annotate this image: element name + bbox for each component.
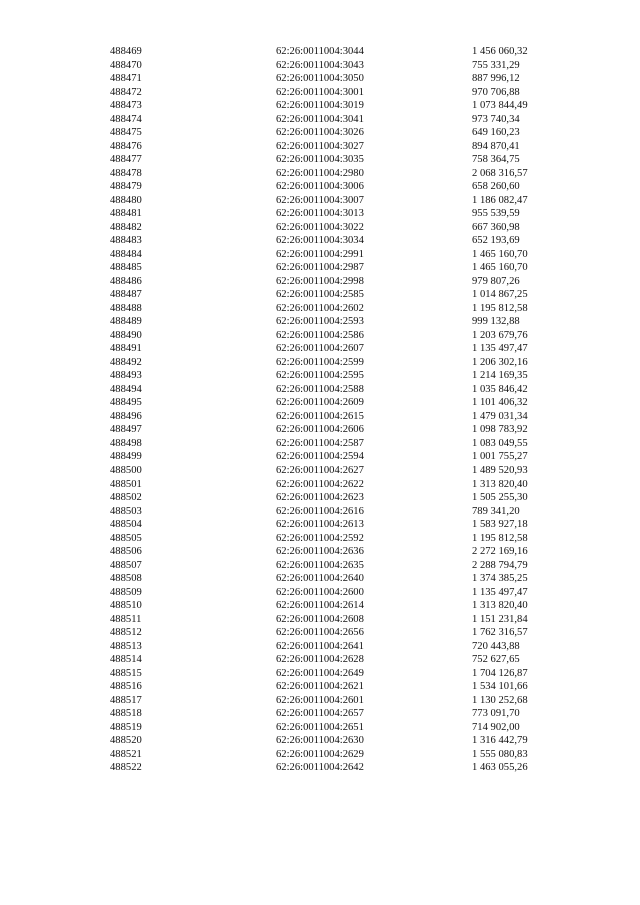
table-row <box>0 261 640 275</box>
cadastral-value: 1 083 049,55 <box>472 437 528 449</box>
table-row <box>0 86 640 100</box>
cadastral-number: 62:26:0011004:2588 <box>276 383 364 395</box>
table-row <box>0 59 640 73</box>
cadastral-value: 1 762 316,57 <box>472 627 528 639</box>
row-number: 488509 <box>110 586 142 598</box>
cadastral-number: 62:26:0011004:2642 <box>276 762 364 774</box>
cadastral-value: 649 160,23 <box>472 127 520 139</box>
cadastral-value: 1 465 160,70 <box>472 248 528 260</box>
row-number: 488481 <box>110 208 142 220</box>
row-number: 488482 <box>110 221 142 233</box>
cadastral-value: 667 360,98 <box>472 221 520 233</box>
table-row <box>0 761 640 775</box>
cadastral-value: 789 341,20 <box>472 505 520 517</box>
table-row <box>0 748 640 762</box>
cadastral-value: 1 001 755,27 <box>472 451 528 463</box>
cadastral-number: 62:26:0011004:2593 <box>276 316 364 328</box>
table-row <box>0 423 640 437</box>
cadastral-value: 2 288 794,79 <box>472 559 528 571</box>
cadastral-number: 62:26:0011004:2651 <box>276 721 364 733</box>
row-number: 488478 <box>110 167 142 179</box>
table-row <box>0 532 640 546</box>
table-row <box>0 599 640 613</box>
cadastral-number: 62:26:0011004:3026 <box>276 127 364 139</box>
cadastral-value: 1 479 031,34 <box>472 410 528 422</box>
table-row <box>0 113 640 127</box>
cadastral-value: 1 316 442,79 <box>472 735 528 747</box>
cadastral-value: 714 902,00 <box>472 721 520 733</box>
row-number: 488489 <box>110 316 142 328</box>
cadastral-number: 62:26:0011004:3007 <box>276 194 364 206</box>
cadastral-number: 62:26:0011004:2635 <box>276 559 364 571</box>
row-number: 488512 <box>110 627 142 639</box>
row-number: 488504 <box>110 519 142 531</box>
row-number: 488522 <box>110 762 142 774</box>
cadastral-value: 758 364,75 <box>472 154 520 166</box>
cadastral-number: 62:26:0011004:3027 <box>276 140 364 152</box>
cadastral-value: 720 443,88 <box>472 640 520 652</box>
row-number: 488493 <box>110 370 142 382</box>
cadastral-number: 62:26:0011004:2628 <box>276 654 364 666</box>
cadastral-number: 62:26:0011004:2601 <box>276 694 364 706</box>
row-number: 488505 <box>110 532 142 544</box>
table-row <box>0 329 640 343</box>
cadastral-number: 62:26:0011004:2608 <box>276 613 364 625</box>
table-row <box>0 545 640 559</box>
cadastral-number: 62:26:0011004:2640 <box>276 573 364 585</box>
cadastral-number: 62:26:0011004:2602 <box>276 302 364 314</box>
table-row <box>0 640 640 654</box>
table-row <box>0 626 640 640</box>
cadastral-value: 1 073 844,49 <box>472 100 528 112</box>
table-row <box>0 437 640 451</box>
table-row <box>0 613 640 627</box>
cadastral-number: 62:26:0011004:2627 <box>276 464 364 476</box>
cadastral-value: 970 706,88 <box>472 86 520 98</box>
table-row <box>0 45 640 59</box>
cadastral-number: 62:26:0011004:2615 <box>276 410 364 422</box>
row-number: 488479 <box>110 181 142 193</box>
cadastral-number: 62:26:0011004:3022 <box>276 221 364 233</box>
table-row <box>0 505 640 519</box>
cadastral-value: 1 151 231,84 <box>472 613 528 625</box>
cadastral-value: 773 091,70 <box>472 708 520 720</box>
cadastral-number: 62:26:0011004:2622 <box>276 478 364 490</box>
table-row <box>0 396 640 410</box>
table-row <box>0 653 640 667</box>
cadastral-value: 1 313 820,40 <box>472 478 528 490</box>
table-row <box>0 342 640 356</box>
row-number: 488474 <box>110 113 142 125</box>
cadastral-value: 1 214 169,35 <box>472 370 528 382</box>
table-row <box>0 167 640 181</box>
cadastral-number: 62:26:0011004:3001 <box>276 86 364 98</box>
cadastral-number: 62:26:0011004:2987 <box>276 262 364 274</box>
cadastral-number: 62:26:0011004:2609 <box>276 397 364 409</box>
row-number: 488497 <box>110 424 142 436</box>
row-number: 488488 <box>110 302 142 314</box>
row-number: 488492 <box>110 356 142 368</box>
table-row <box>0 410 640 424</box>
cadastral-number: 62:26:0011004:2616 <box>276 505 364 517</box>
row-number: 488480 <box>110 194 142 206</box>
row-number: 488491 <box>110 343 142 355</box>
cadastral-value: 1 489 520,93 <box>472 464 528 476</box>
cadastral-value: 1 195 812,58 <box>472 532 528 544</box>
row-number: 488518 <box>110 708 142 720</box>
cadastral-number: 62:26:0011004:2599 <box>276 356 364 368</box>
cadastral-value: 752 627,65 <box>472 654 520 666</box>
cadastral-number: 62:26:0011004:3041 <box>276 113 364 125</box>
cadastral-value-table <box>0 45 640 775</box>
cadastral-value: 955 539,59 <box>472 208 520 220</box>
table-row <box>0 302 640 316</box>
table-row <box>0 721 640 735</box>
row-number: 488507 <box>110 559 142 571</box>
row-number: 488499 <box>110 451 142 463</box>
cadastral-value: 1 035 846,42 <box>472 383 528 395</box>
table-row <box>0 207 640 221</box>
cadastral-value: 1 555 080,83 <box>472 748 528 760</box>
row-number: 488514 <box>110 654 142 666</box>
cadastral-number: 62:26:0011004:2656 <box>276 627 364 639</box>
row-number: 488520 <box>110 735 142 747</box>
row-number: 488473 <box>110 100 142 112</box>
table-row <box>0 126 640 140</box>
cadastral-value: 973 740,34 <box>472 113 520 125</box>
row-number: 488510 <box>110 600 142 612</box>
cadastral-number: 62:26:0011004:2636 <box>276 546 364 558</box>
cadastral-value: 1 704 126,87 <box>472 667 528 679</box>
table-row <box>0 734 640 748</box>
row-number: 488477 <box>110 154 142 166</box>
row-number: 488486 <box>110 275 142 287</box>
cadastral-number: 62:26:0011004:3043 <box>276 59 364 71</box>
row-number: 488490 <box>110 329 142 341</box>
cadastral-value: 1 534 101,66 <box>472 681 528 693</box>
row-number: 488471 <box>110 73 142 85</box>
table-row <box>0 450 640 464</box>
table-row <box>0 680 640 694</box>
row-number: 488502 <box>110 492 142 504</box>
cadastral-value: 1 505 255,30 <box>472 492 528 504</box>
cadastral-value: 1 313 820,40 <box>472 600 528 612</box>
cadastral-value: 1 203 679,76 <box>472 329 528 341</box>
table-row <box>0 559 640 573</box>
cadastral-number: 62:26:0011004:2606 <box>276 424 364 436</box>
cadastral-number: 62:26:0011004:2641 <box>276 640 364 652</box>
cadastral-value: 1 014 867,25 <box>472 289 528 301</box>
cadastral-value: 1 186 082,47 <box>472 194 528 206</box>
row-number: 488496 <box>110 410 142 422</box>
cadastral-number: 62:26:0011004:2629 <box>276 748 364 760</box>
cadastral-value: 2 272 169,16 <box>472 546 528 558</box>
table-row <box>0 194 640 208</box>
cadastral-value: 1 195 812,58 <box>472 302 528 314</box>
cadastral-value: 1 098 783,92 <box>472 424 528 436</box>
cadastral-value: 1 101 406,32 <box>472 397 528 409</box>
row-number: 488503 <box>110 505 142 517</box>
cadastral-value: 658 260,60 <box>472 181 520 193</box>
row-number: 488469 <box>110 46 142 57</box>
cadastral-value: 894 870,41 <box>472 140 520 152</box>
cadastral-number: 62:26:0011004:2585 <box>276 289 364 301</box>
table-row <box>0 356 640 370</box>
table-row <box>0 586 640 600</box>
cadastral-number: 62:26:0011004:2980 <box>276 167 364 179</box>
table-row <box>0 99 640 113</box>
cadastral-number: 62:26:0011004:2594 <box>276 451 364 463</box>
cadastral-number: 62:26:0011004:2998 <box>276 275 364 287</box>
row-number: 488483 <box>110 235 142 247</box>
table-row <box>0 234 640 248</box>
cadastral-value: 1 465 160,70 <box>472 262 528 274</box>
cadastral-number: 62:26:0011004:2621 <box>276 681 364 693</box>
row-number: 488476 <box>110 140 142 152</box>
row-number: 488484 <box>110 248 142 260</box>
row-number: 488494 <box>110 383 142 395</box>
cadastral-number: 62:26:0011004:3006 <box>276 181 364 193</box>
row-number: 488475 <box>110 127 142 139</box>
row-number: 488519 <box>110 721 142 733</box>
row-number: 488521 <box>110 748 142 760</box>
row-number: 488495 <box>110 397 142 409</box>
table-row <box>0 707 640 721</box>
table-row <box>0 694 640 708</box>
table-row <box>0 667 640 681</box>
cadastral-number: 62:26:0011004:2623 <box>276 492 364 504</box>
table-row <box>0 153 640 167</box>
row-number: 488472 <box>110 86 142 98</box>
cadastral-number: 62:26:0011004:3013 <box>276 208 364 220</box>
cadastral-value: 979 807,26 <box>472 275 520 287</box>
table-row <box>0 72 640 86</box>
row-number: 488517 <box>110 694 142 706</box>
table-row <box>0 464 640 478</box>
row-number: 488511 <box>110 613 142 625</box>
row-number: 488498 <box>110 437 142 449</box>
table-row <box>0 288 640 302</box>
cadastral-number: 62:26:0011004:2595 <box>276 370 364 382</box>
cadastral-value: 1 135 497,47 <box>472 343 528 355</box>
cadastral-number: 62:26:0011004:2630 <box>276 735 364 747</box>
row-number: 488485 <box>110 262 142 274</box>
row-number: 488508 <box>110 573 142 585</box>
cadastral-number: 62:26:0011004:2614 <box>276 600 364 612</box>
table-row <box>0 180 640 194</box>
row-number: 488500 <box>110 464 142 476</box>
cadastral-value: 887 996,12 <box>472 73 520 85</box>
cadastral-number: 62:26:0011004:2586 <box>276 329 364 341</box>
cadastral-number: 62:26:0011004:3034 <box>276 235 364 247</box>
cadastral-value: 1 135 497,47 <box>472 586 528 598</box>
table-row <box>0 478 640 492</box>
cadastral-value: 1 374 385,25 <box>472 573 528 585</box>
table-row <box>0 572 640 586</box>
table-row <box>0 491 640 505</box>
table-row <box>0 369 640 383</box>
cadastral-value: 652 193,69 <box>472 235 520 247</box>
cadastral-number: 62:26:0011004:2991 <box>276 248 364 260</box>
cadastral-value: 1 456 060,32 <box>472 46 528 57</box>
cadastral-value: 1 583 927,18 <box>472 519 528 531</box>
cadastral-value: 999 132,88 <box>472 316 520 328</box>
cadastral-value: 1 206 302,16 <box>472 356 528 368</box>
cadastral-number: 62:26:0011004:3019 <box>276 100 364 112</box>
row-number: 488513 <box>110 640 142 652</box>
row-number: 488501 <box>110 478 142 490</box>
cadastral-number: 62:26:0011004:2587 <box>276 437 364 449</box>
table-row <box>0 140 640 154</box>
cadastral-number: 62:26:0011004:2600 <box>276 586 364 598</box>
table-row <box>0 221 640 235</box>
table-row <box>0 383 640 397</box>
row-number: 488487 <box>110 289 142 301</box>
cadastral-value: 755 331,29 <box>472 59 520 71</box>
table-row <box>0 518 640 532</box>
table-row <box>0 315 640 329</box>
row-number: 488516 <box>110 681 142 693</box>
cadastral-number: 62:26:0011004:2613 <box>276 519 364 531</box>
cadastral-value: 1 130 252,68 <box>472 694 528 706</box>
row-number: 488515 <box>110 667 142 679</box>
cadastral-value: 1 463 055,26 <box>472 762 528 774</box>
cadastral-number: 62:26:0011004:2607 <box>276 343 364 355</box>
cadastral-number: 62:26:0011004:2649 <box>276 667 364 679</box>
cadastral-number: 62:26:0011004:2592 <box>276 532 364 544</box>
cadastral-number: 62:26:0011004:3044 <box>276 46 364 57</box>
table-row <box>0 275 640 289</box>
table-row <box>0 248 640 262</box>
cadastral-value: 2 068 316,57 <box>472 167 528 179</box>
cadastral-number: 62:26:0011004:3050 <box>276 73 364 85</box>
cadastral-number: 62:26:0011004:3035 <box>276 154 364 166</box>
cadastral-number: 62:26:0011004:2657 <box>276 708 364 720</box>
row-number: 488506 <box>110 546 142 558</box>
row-number: 488470 <box>110 59 142 71</box>
